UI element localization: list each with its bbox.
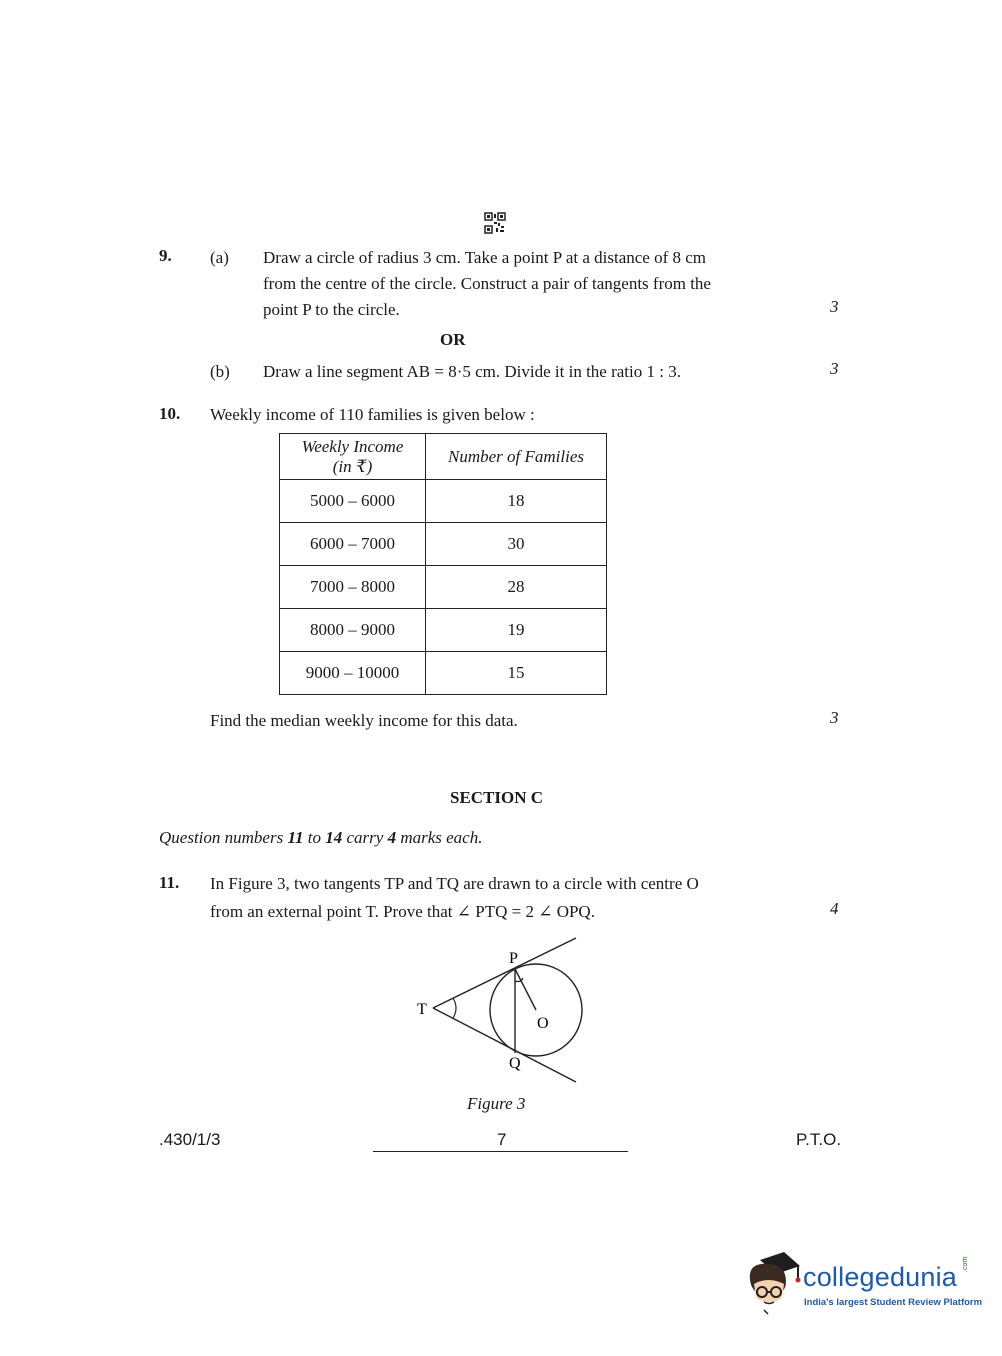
- instr-part: carry: [342, 828, 388, 847]
- q11-marks: 4: [830, 899, 839, 918]
- table-row: [280, 609, 607, 652]
- label-q: Q: [509, 1055, 521, 1072]
- table-row: [280, 523, 607, 566]
- section-c-title: SECTION C: [450, 788, 544, 807]
- pto-label: P.T.O.: [796, 1130, 842, 1149]
- header-col1-line2: (in ₹): [332, 456, 373, 476]
- families-cell: 30: [426, 523, 607, 566]
- families-cell: 18: [426, 480, 607, 523]
- q10-marks: 3: [830, 708, 839, 727]
- table-header-row: [280, 434, 607, 480]
- question-10-number: 10.: [159, 404, 181, 423]
- question-11-number: 11.: [159, 873, 180, 892]
- collegedunia-tagline: India's largest Student Review Platform: [804, 1297, 983, 1308]
- section-c-instruction: [159, 825, 482, 851]
- income-cell: 6000 – 7000: [280, 523, 426, 566]
- tangent-tq: [433, 1008, 576, 1082]
- collegedunia-logo-text: collegedunia: [803, 1262, 958, 1292]
- income-cell: 7000 – 8000: [280, 566, 426, 609]
- q9a-line-2: from the centre of the circle. Construct a pair of tangents from the: [263, 274, 711, 293]
- figure-3-caption: Figure 3: [467, 1094, 526, 1113]
- q9a-label: (a): [210, 248, 229, 267]
- q9a-line-3: point P to the circle.: [263, 300, 400, 319]
- q9a-line-1: Draw a circle of radius 3 cm. Take a point P at a distance of 8 cm: [263, 248, 707, 267]
- q10-intro: Weekly income of 110 families is given below :: [210, 405, 535, 424]
- question-9-number: 9.: [159, 246, 172, 265]
- q11-line-1: In Figure 3, two tangents TP and TQ are drawn to a circle with centre O: [210, 874, 699, 893]
- header-col1-line1: Weekly Income: [301, 436, 404, 456]
- income-cell: 8000 – 9000: [280, 609, 426, 652]
- q9b-label: (b): [210, 362, 230, 381]
- families-cell: 19: [426, 609, 607, 652]
- qr-code-icon: [484, 212, 506, 234]
- or-separator: OR: [440, 330, 466, 349]
- instr-bold: 4: [387, 828, 397, 847]
- radius-op: [515, 969, 536, 1010]
- table-row: [280, 566, 607, 609]
- angle-arc-t: [453, 998, 456, 1018]
- label-o: O: [537, 1015, 549, 1032]
- income-cell: 5000 – 6000: [280, 480, 426, 523]
- families-cell: 28: [426, 566, 607, 609]
- income-cell: 9000 – 10000: [280, 652, 426, 695]
- footer-rule: [373, 1151, 628, 1152]
- q9b-marks: 3: [830, 359, 839, 378]
- table-row: [280, 652, 607, 695]
- income-table: [279, 433, 607, 695]
- collegedunia-mascot-icon: [740, 1250, 802, 1316]
- families-cell: 15: [426, 652, 607, 695]
- page-number: 7: [497, 1130, 507, 1149]
- q9b-text: Draw a line segment AB = 8·5 cm. Divide it in the ratio 1 : 3.: [263, 362, 681, 381]
- instr-bold: 11: [287, 828, 304, 847]
- label-p: P: [509, 950, 518, 967]
- header-number-of-families: Number of Families: [426, 434, 607, 480]
- instr-bold: 14: [325, 828, 343, 847]
- instr-part: marks each.: [396, 828, 483, 847]
- paper-code: .430/1/3: [159, 1130, 221, 1149]
- q11-line-2: from an external point T. Prove that ∠ PTQ = 2 ∠ OPQ.: [210, 902, 595, 921]
- figure-3-diagram: [400, 930, 600, 1090]
- q9a-marks: 3: [830, 297, 839, 316]
- header-weekly-income: [280, 434, 426, 480]
- instr-part: to: [303, 828, 326, 847]
- q10-question: Find the median weekly income for this data.: [210, 711, 518, 730]
- tangent-tp: [433, 938, 576, 1008]
- instr-part: Question numbers: [159, 828, 288, 847]
- collegedunia-dotcom: .com: [962, 1256, 969, 1272]
- table-row: [280, 480, 607, 523]
- label-t: T: [417, 1001, 427, 1018]
